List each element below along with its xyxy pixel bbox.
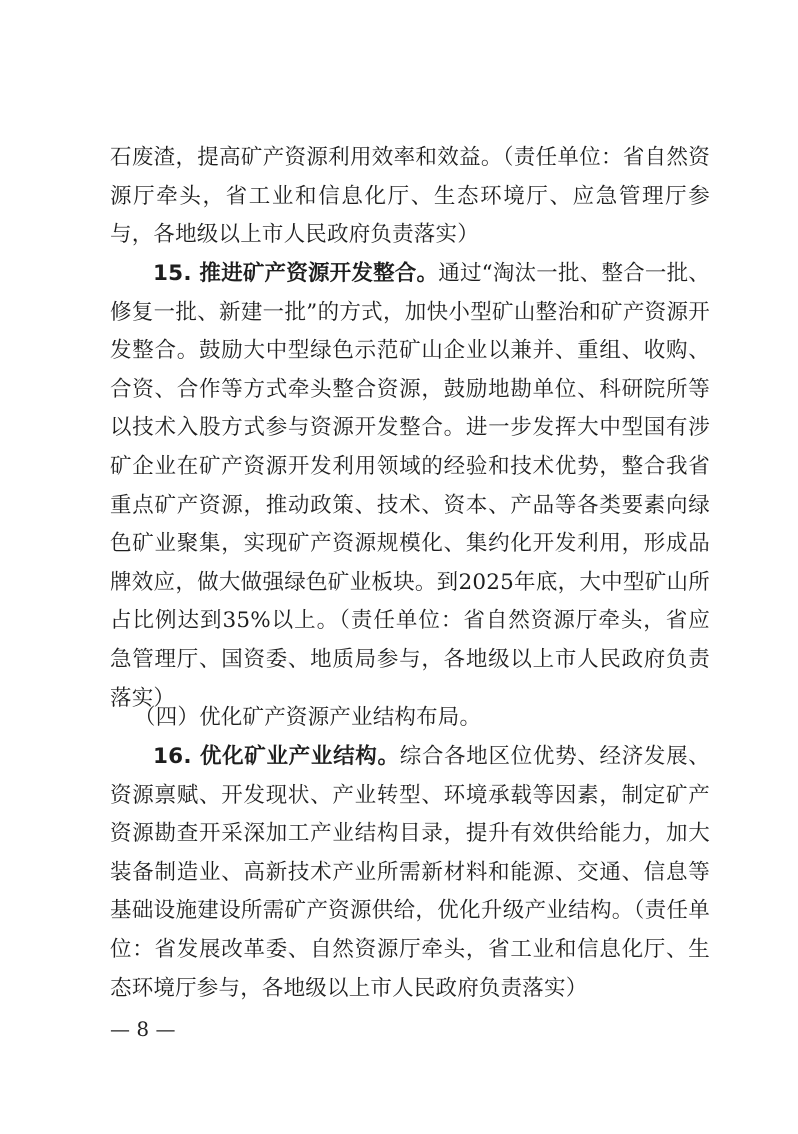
paragraph-text: 通过“淘汰一批、整合一批、修复一批、新建一批”的方式，加快小型矿山整治和矿产资源开发整合。鼓励大中型绿色示范矿山企业以兼并、重组、收购、合资、合作等方式牵头整合资源，鼓励地勘单位、科研院所等以技术入股方式参与资源开发整合。进一步发挥大中型国有涉矿企业在矿产资源开发利用领域的经验和技术优势，整合我省重点矿产资源，推动政策、技术、资本、产品等各类要素向绿色矿业聚集，实现矿产资源规模化、集约化开发利用，形成品牌效应，做大做强绿色矿业板块。到2025年底，大中型矿山所占比例达到35%以上。（责任单位：省自然资源厅牵头，省应急管理厅、国资委、地质局参与，各地级以上市人民政府负责落实） bbox=[110, 261, 711, 711]
item-heading: 15. 推进矿产资源开发整合。 bbox=[153, 261, 439, 286]
paragraph-item-16 bbox=[110, 738, 710, 1008]
paragraph-text: 石废渣，提高矿产资源利用效率和效益。（责任单位：省自然资源厅牵头，省工业和信息化厅、生态环境厅、应急管理厅参与，各地级以上市人民政府负责落实） bbox=[110, 145, 710, 248]
item-heading: 16. 优化矿业产业结构。 bbox=[153, 744, 400, 769]
paragraph-item-15 bbox=[110, 255, 710, 718]
paragraph-continuation bbox=[110, 139, 710, 255]
paragraph-text: 综合各地区位优势、经济发展、资源禀赋、开发现状、产业转型、环境承载等因素，制定矿产资源勘查开采深加工产业结构目录，提升有效供给能力，加大装备制造业、高新技术产业所需新材料和能源、交通、信息等基础设施建设所需矿产资源供给，优化升级产业结构。（责任单位：省发展改革委、自然资源厅牵头，省工业和信息化厅、生态环境厅参与，各地级以上市人民政府负责落实） bbox=[110, 744, 710, 1001]
section-heading-text: （四）优化矿产资源产业结构布局。 bbox=[134, 705, 482, 730]
section-heading bbox=[110, 699, 710, 738]
page-number: — 8 — bbox=[110, 1017, 176, 1041]
